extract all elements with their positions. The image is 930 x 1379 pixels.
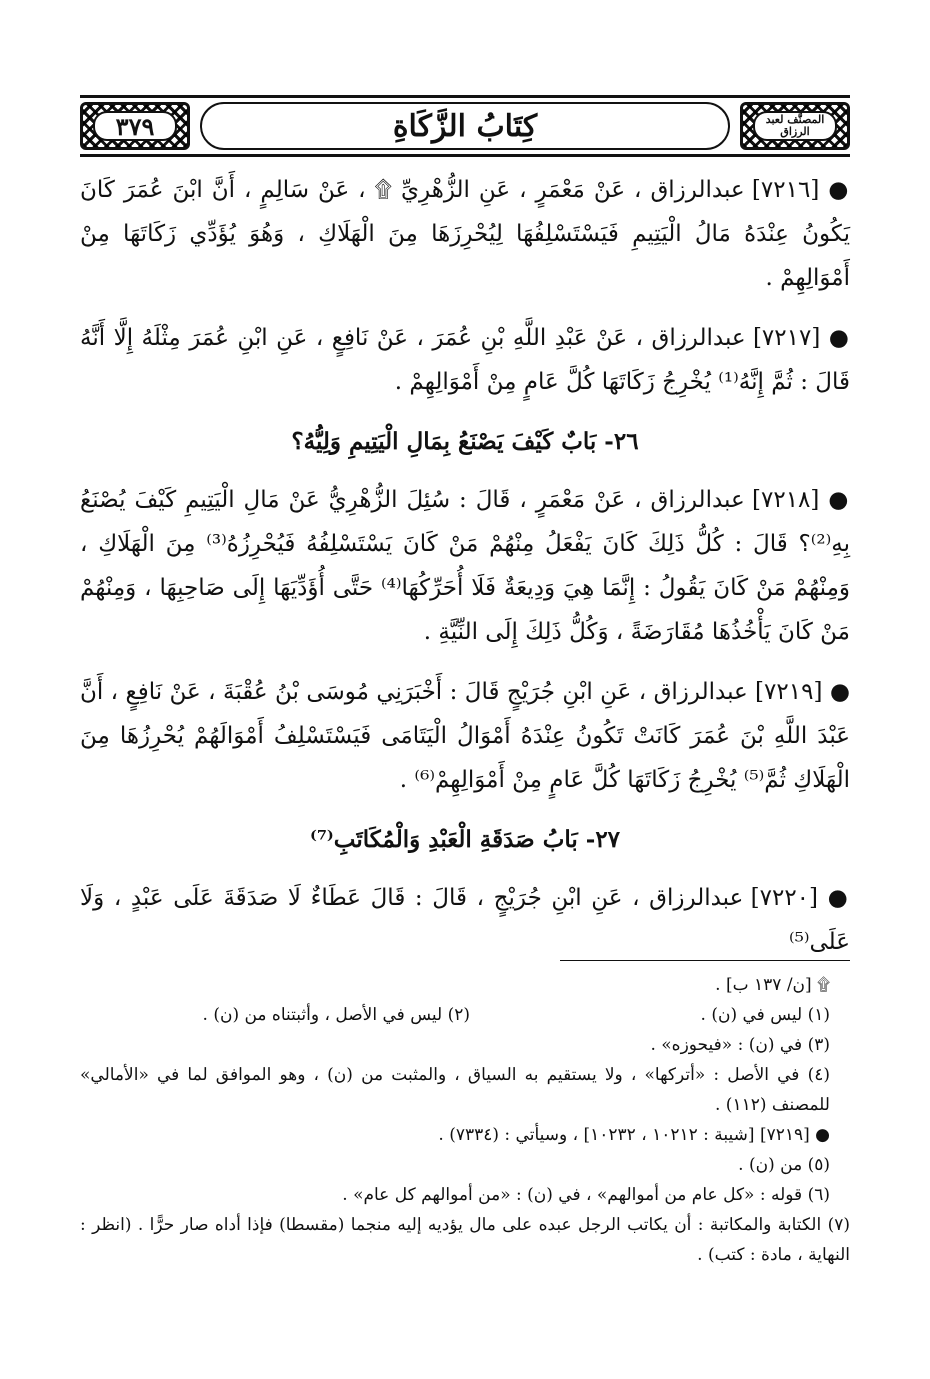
- page-number-ornament: [80, 102, 190, 150]
- main-text: [80, 168, 850, 980]
- footnote-1: (١) ليس في (ن) .: [700, 1005, 830, 1025]
- footnote-takhrij: ● [٧٢١٩] [شيبة : ١٠٢١٢ ، ١٠٢٣٢] ، وسيأتي : (٧٣٣٤) .: [438, 1125, 830, 1145]
- footnote-5: (٥) من (ن) .: [738, 1155, 830, 1175]
- footnote-2: (٢) ليس في الأصل ، وأثبتناه من (ن) .: [202, 1005, 470, 1025]
- hadith-7218: ● [٧٢١٨] عبدالرزاق ، عَنْ مَعْمَرٍ ، قَالَ : سُئِلَ الزُّهْرِيُّ عَنْ مَالِ الْيَتِيمِ كَيْفَ يُصْنَعُ بِهِ⁽²⁾؟ قَالَ : كُلُّ ذَلِكَ كَانَ يَفْعَلُ مِنْهُمْ مَنْ كَانَ يَسْتَسْلِفُهُ فَيُحْرِزُهُ⁽³⁾ مِنَ الْهَلَاكِ ، وَمِنْهُمْ مَنْ كَانَ يَقُولُ : إِنَّمَا هِيَ وَدِيعَةٌ فَلَا أُحَرِّكُهَا⁽⁴⁾ حَتَّى أُؤَدِّيَهَا إِلَى صَاحِبِهَا ، وَمِنْهُمْ مَنْ كَانَ يَأْخُذُهَا مُقَارَضَةً ، وَكُلُّ ذَلِكَ إِلَى النِّيَّةِ .: [80, 487, 850, 645]
- footnote-3: (٣) في (ن) : «فيحوزه» .: [650, 1035, 830, 1055]
- hadith-7220: ● [٧٢٢٠] عبدالرزاق ، عَنِ ابْنِ جُرَيْجٍ ، قَالَ : قَالَ عَطَاءٌ لَا صَدَقَةَ عَلَى عَبْدٍ ، وَلَا عَلَى⁽⁵⁾: [80, 885, 850, 955]
- footnotes: [80, 970, 850, 1270]
- book-title: كِتَابُ الزَّكَاةِ: [200, 102, 730, 150]
- series-ornament: [740, 102, 850, 150]
- page-number: ٣٧٩: [93, 111, 177, 141]
- hadith-7217: ● [٧٢١٧] عبدالرزاق ، عَنْ عَبْدِ اللَّهِ بْنِ عُمَرَ ، عَنْ نَافِعٍ ، عَنِ ابْنِ عُمَرَ مِثْلَهُ إِلَّا أَنَّهُ قَالَ : ثُمَّ إِنَّهُ⁽¹⁾ يُخْرِجُ زَكَاتَهَا كُلَّ عَامٍ مِنْ أَمْوَالِهِمْ .: [80, 325, 850, 395]
- hadith-7216: ● [٧٢١٦] عبدالرزاق ، عَنْ مَعْمَرٍ ، عَنِ الزُّهْرِيِّ ۩ ، عَنْ سَالِمٍ ، أَنَّ ابْنَ عُمَرَ كَانَ يَكُونُ عِنْدَهُ مَالُ الْيَتِيمِ فَيَسْتَسْلِفُهَا لِيُحْرِزَهَا مِنَ الْهَلَاكِ ، وَهُوَ يُؤَدِّي زَكَاتَهَا مِنْ أَمْوَالِهِمْ .: [80, 177, 850, 291]
- footnote-7: (٧) الكتابة والمكاتبة : أن يكاتب الرجل عبده على مال يؤديه إليه منجما (مقسطا) فإذا أداه صار حرًّا . (انظر : النهاية ، مادة : كتب) .: [80, 1215, 850, 1265]
- chapter-heading-27: ٢٧- بَابُ صَدَقَةِ الْعَبْدِ وَالْمُكَاتَبِ⁽⁷⁾: [309, 826, 621, 853]
- footnote-row: [80, 1000, 850, 1030]
- footnote-ms-ref: ۩ [ن/ ١٣٧ ب] .: [715, 975, 830, 995]
- footnote-6: (٦) قوله : «كل عام من أموالهم» ، في (ن) : «من أموالهم كل عام» .: [342, 1185, 830, 1205]
- hadith-7219: ● [٧٢١٩] عبدالرزاق ، عَنِ ابْنِ جُرَيْجٍ قَالَ : أَخْبَرَنِي مُوسَى بْنُ عُقْبَةَ ، عَنْ نَافِعٍ ، أَنَّ عَبْدَ اللَّهِ بْنَ عُمَرَ كَانَتْ تَكُونُ عِنْدَهُ أَمْوَالُ الْيَتَامَى فَيَسْتَسْلِفُ أَمْوَالَهُمْ يُحْرِزُهَا مِنَ الْهَلَاكِ ثُمَّ⁽⁵⁾ يُخْرِجُ زَكَاتَهَا كُلَّ عَامٍ مِنْ أَمْوَالِهِمْ⁽⁶⁾ .: [80, 679, 850, 793]
- running-header: [80, 95, 850, 157]
- footnote-divider: [560, 960, 850, 961]
- chapter-heading-26: ٢٦- بَابٌ كَيْفَ يَصْنَعُ بِمَالِ الْيَتِيمِ وَلِيُّهُ؟: [291, 428, 639, 455]
- series-label: المصنَّف لعبد الرزاق: [753, 111, 837, 141]
- footnote-4: (٤) في الأصل : «أتركها» ، ولا يستقيم به السياق ، والمثبت من (ن) ، وهو الموافق لما في «الأمالي» للمصنف (١١٢) .: [80, 1065, 830, 1115]
